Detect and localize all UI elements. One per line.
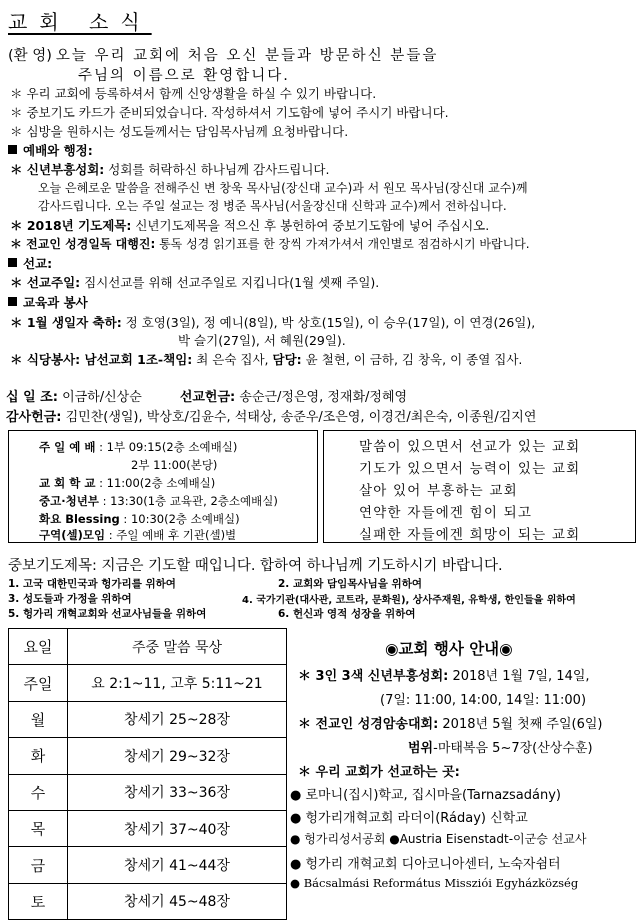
square-bullet-icon — [8, 297, 17, 306]
intercession-item: 2. 교회와 담임목사님을 위하여 — [278, 578, 422, 590]
bible-reading-notice: ＊ 전교인 성경일독 대행진: 통독 성경 읽기표를 한 장씩 가져가셔서 개인별로 점검하시기 바랍니다. — [10, 237, 530, 251]
offering-line-1: 십 일 조: 이금하/신상순 선교헌금: 송순근/정은영, 정재화/정혜영 — [6, 390, 408, 405]
table-row — [9, 774, 287, 810]
birthday-notice: ＊ 1월 생일자 축하: 정 호영(3일), 정 예니(8일), 박 상호(15일), 이 승우(17일), 이 연경(26일), — [10, 315, 536, 330]
day-cell: 주일 — [9, 665, 68, 701]
event-recitation-scope: 범위-마태복음 5~7장(산상수훈) — [408, 741, 593, 756]
day-cell: 월 — [9, 701, 68, 737]
motto-line: 말씀이 있으면서 선교가 있는 교회 — [359, 439, 581, 455]
event-revival-times: (7일: 11:00, 14:00, 14일: 11:00) — [380, 693, 587, 708]
mission-place-item: ● 헝가리성서공회 ●Austria Eisenstadt-이군승 선교사 — [290, 832, 587, 846]
intercession-item: 5. 헝가리 개혁교회와 선교사님들을 위하여 — [8, 608, 207, 620]
day-cell: 토 — [9, 883, 68, 919]
birthday-line-2: 박 슬기(27일), 서 혜원(29일). — [178, 333, 346, 348]
meditation-schedule-table — [8, 628, 287, 920]
mission-place-item: ● 헝가리 개혁교회 디아코니아센터, 노숙자쉼터 — [290, 857, 561, 872]
day-cell: 금 — [9, 847, 68, 883]
revival-line-2: 오늘 은혜로운 말씀을 전해주신 변 창욱 목사님(장신대 교수)과 서 원모 목사님(장신대 교수)께 — [38, 181, 528, 195]
day-cell: 화 — [9, 738, 68, 774]
notice-item: ＊ 우리 교회에 등록하셔서 함께 신앙생활을 하실 수 있기 바랍니다. — [10, 86, 377, 101]
table-row — [9, 847, 287, 883]
events-title: ◉교회 행사 안내◉ — [385, 640, 513, 658]
worship-time-row: 화요 Blessing : 10:30(2층 소예배실) — [39, 512, 240, 526]
section-service-heading: 교육과 봉사 — [0, 293, 88, 311]
church-motto-box — [323, 430, 636, 543]
table-header-row — [9, 629, 287, 665]
motto-line: 기도가 있으면서 능력이 있는 교회 — [359, 461, 581, 477]
square-bullet-icon — [8, 145, 17, 154]
table-row — [9, 810, 287, 846]
event-revival: ＊ 3인 3색 신년부흥성회: 2018년 1월 7일, 14일, — [298, 669, 590, 684]
reading-cell: 창세기 25~28장 — [68, 701, 287, 737]
revival-line-3: 감사드립니다. 오는 주일 설교는 정 병준 목사님(서울장신대 신학과 교수)께서 전하십니다. — [38, 199, 507, 213]
reading-cell: 창세기 33~36장 — [68, 774, 287, 810]
notice-item: ＊ 중보기도 카드가 준비되었습니다. 작성하셔서 기도함에 넣어 주시기 바랍니다. — [10, 105, 449, 120]
day-cell: 수 — [9, 774, 68, 810]
page-title: 교회 소식 — [8, 10, 152, 34]
section-mission-heading: 선교: — [0, 254, 52, 272]
mission-places-heading: ＊ 우리 교회가 선교하는 곳: — [298, 765, 460, 780]
table-row — [9, 665, 287, 701]
intercession-item: 3. 성도들과 가정을 위하여 — [8, 593, 132, 605]
section-worship-heading: 예배와 행정: — [0, 141, 93, 159]
worship-time-row: 주 일 예 배 : 1부 09:15(2층 소예배실) — [39, 440, 238, 454]
square-bullet-icon — [8, 258, 17, 267]
motto-line: 실패한 자들에겐 희망이 되는 교회 — [359, 527, 581, 543]
reading-cell: 창세기 45~48장 — [68, 883, 287, 919]
motto-line: 연약한 자들에겐 힘이 되고 — [359, 505, 533, 521]
table-row — [9, 701, 287, 737]
revival-notice: ＊ 신년부흥성회: 성회를 허락하신 하나님께 감사드립니다. — [10, 162, 330, 177]
mission-notice: ＊ 선교주일: 짐시선교를 위해 선교주일로 지킵니다(1월 셋째 주일). — [10, 275, 380, 290]
intercession-item: 6. 헌신과 영적 성장을 위하여 — [278, 608, 416, 620]
table-row — [9, 738, 287, 774]
reading-cell: 창세기 29~32장 — [68, 738, 287, 774]
event-recitation: ＊ 전교인 성경암송대회: 2018년 5월 첫째 주일(6일) — [298, 717, 603, 732]
intercession-item: 1. 고국 대한민국과 헝가리를 위하여 — [8, 578, 176, 590]
notice-item: ＊ 심방을 원하시는 성도들께서는 담임목사님께 요청바랍니다. — [10, 124, 349, 139]
welcome-text-2: 주님의 이름으로 환영합니다. — [78, 68, 290, 84]
worship-times-box — [8, 430, 318, 543]
reading-cell: 창세기 41~44장 — [68, 847, 287, 883]
worship-time-row: 2부 11:00(본당) — [131, 458, 218, 472]
header-text: 주중 말씀 묵상 — [68, 629, 287, 665]
welcome-tag: (환 영) — [8, 48, 52, 64]
reading-cell: 창세기 37~40장 — [68, 810, 287, 846]
welcome-line-1 — [8, 44, 438, 65]
intercession-title: 중보기도제목: 지금은 기도할 때입니다. 합하여 하나님께 기도하시기 바랍니다. — [8, 558, 503, 574]
intercession-item: 4. 국가기관(대사관, 코트라, 문화원), 상사주재원, 유학생, 한인들을 위하여 — [242, 595, 576, 606]
worship-time-row: 구역(셀)모임 : 주일 예배 후 기관(셀)별 — [39, 528, 237, 542]
mission-place-item: ● 헝가리개혁교회 라더이(Ráday) 신학교 — [290, 811, 528, 826]
day-cell: 목 — [9, 810, 68, 846]
mission-place-item: ● 로마니(집시)학교, 집시마을(Tarnazsadány) — [290, 788, 561, 803]
worship-time-row: 중고·청년부 : 13:30(1층 교육관, 2층소예배실) — [39, 494, 278, 508]
header-day: 요일 — [9, 629, 68, 665]
worship-time-row: 교 회 학 교 : 11:00(2층 소예배실) — [39, 476, 216, 490]
reading-cell: 요 2:1~11, 고후 5:11~21 — [68, 665, 287, 701]
offering-line-2: 감사헌금: 김민찬(생일), 박상호/김윤수, 석태상, 송준우/조은영, 이경건/최은숙, 이종원/김지연 — [6, 410, 537, 425]
prayer-topic-notice: ＊ 2018년 기도제목: 신년기도제목을 적으신 후 봉헌하여 중보기도함에 넣어 주십시오. — [10, 218, 490, 233]
motto-line: 살아 있어 부흥하는 교회 — [359, 483, 518, 499]
mission-place-item: ● Bácsalmási Református Missziói Egyházközség — [290, 876, 579, 890]
meal-service-notice: ＊ 식당봉사: 남선교회 1조-책임: 최 은숙 집사, 담당: 윤 철현, 이 금하, 김 창욱, 이 종열 집사. — [10, 352, 523, 367]
table-row — [9, 883, 287, 919]
welcome-text-1: 오늘 우리 교회에 처음 오신 분들과 방문하신 분들을 — [55, 48, 439, 64]
